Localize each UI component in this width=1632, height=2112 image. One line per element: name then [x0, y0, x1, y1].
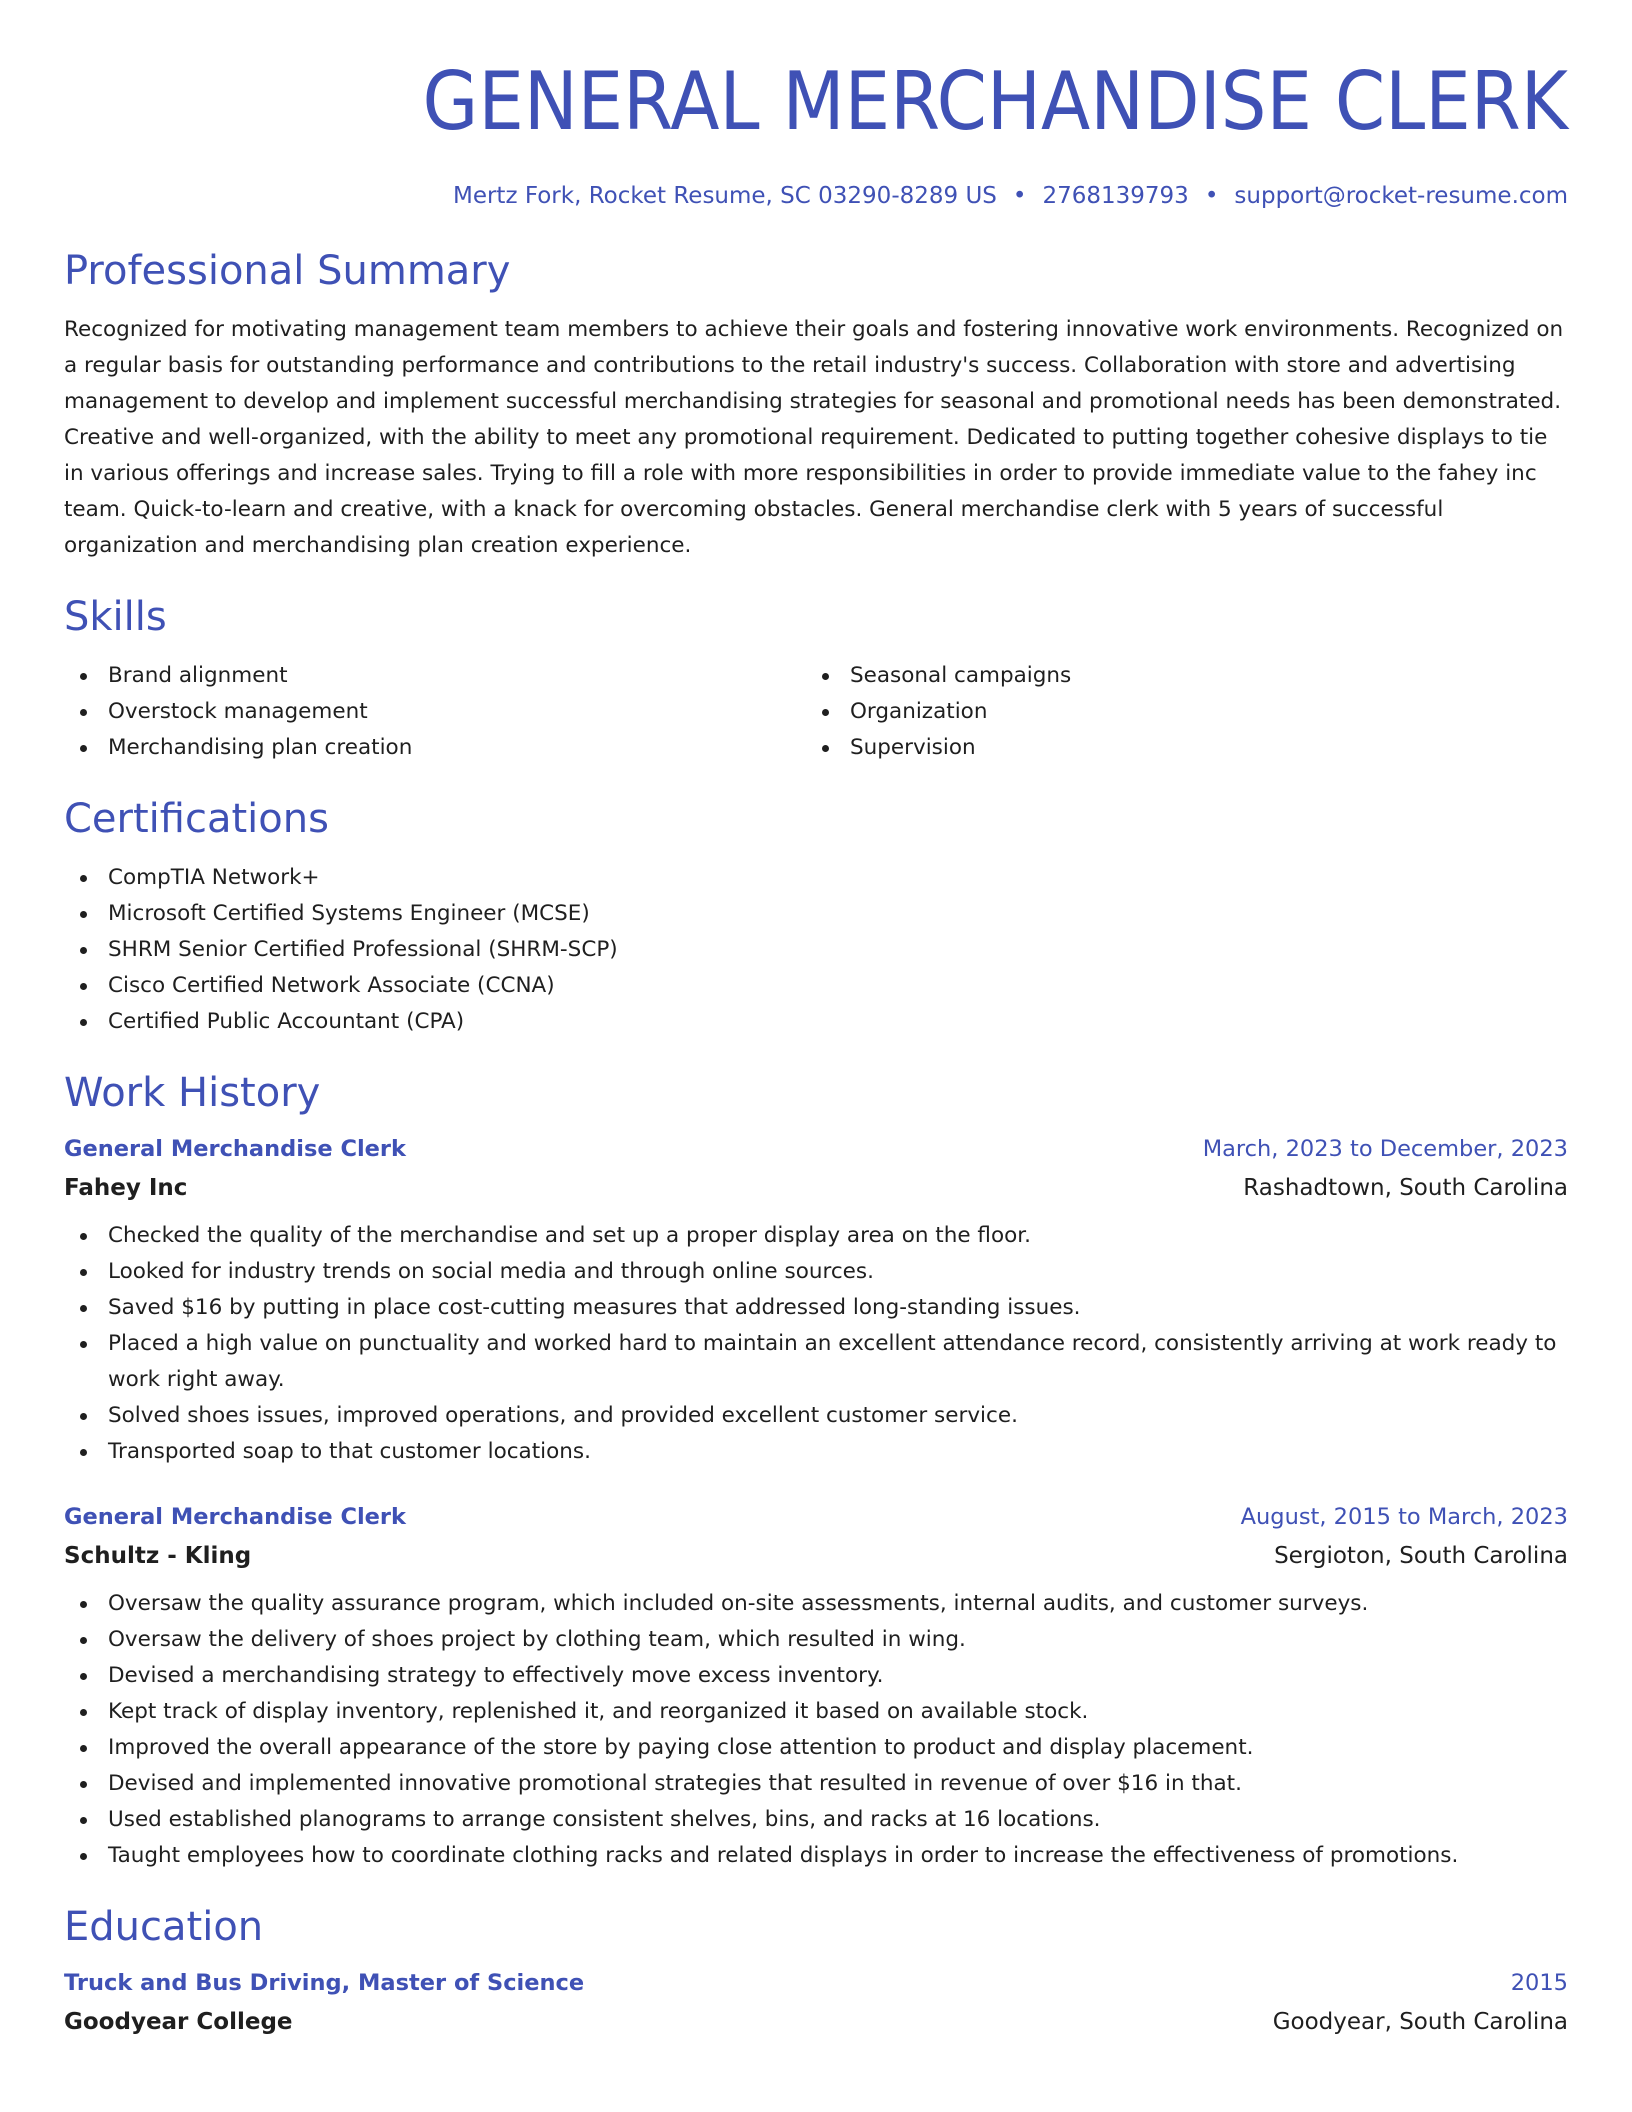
education-degree: Truck and Bus Driving, Master of Science: [64, 1970, 585, 1996]
job-dates: August, 2015 to March, 2023: [1240, 1504, 1568, 1530]
contact-email: support@rocket-resume.com: [1234, 183, 1568, 209]
work-history-heading: Work History: [64, 1070, 321, 1116]
job-subheader: [64, 1168, 1568, 1208]
skill-item: Brand alignment: [64, 658, 806, 694]
education-entry: [64, 1964, 1568, 2042]
job-entry: [64, 1130, 1568, 1470]
job-company: Schultz - Kling: [64, 1543, 252, 1569]
job-duties: [64, 1218, 1568, 1470]
education-year: 2015: [1510, 1970, 1568, 1996]
duty-item: Used established planograms to arrange consistent shelves, bins, and racks at 16 locations.: [64, 1802, 1568, 1838]
job-dates: March, 2023 to December, 2023: [1202, 1136, 1568, 1162]
duty-item: Looked for industry trends on social media and through online sources.: [64, 1254, 1568, 1290]
duty-item: Saved $16 by putting in place cost-cutting measures that addressed long-standing issues.: [64, 1290, 1568, 1326]
education-heading: Education: [64, 1904, 264, 1950]
education-header: [64, 1964, 1568, 2002]
duty-item: Transported soap to that customer locations.: [64, 1434, 1568, 1470]
duty-item: Oversaw the delivery of shoes project by clothing team, which resulted in wing.: [64, 1622, 1568, 1658]
job-entry: [64, 1498, 1568, 1874]
contact-separator: •: [1012, 183, 1027, 209]
skills-list-left: [64, 658, 806, 766]
job-title: General Merchandise Clerk: [64, 1504, 406, 1530]
certification-item: CompTIA Network+: [64, 860, 1568, 896]
duty-item: Oversaw the quality assurance program, which included on-site assessments, internal audits, and customer surveys.: [64, 1586, 1568, 1622]
duty-item: Placed a high value on punctuality and worked hard to maintain an excellent attendance record, consistently arriving at work ready to work right away.: [64, 1326, 1568, 1398]
skill-item: Seasonal campaigns: [806, 658, 1568, 694]
duty-item: Checked the quality of the merchandise and set up a proper display area on the floor.: [64, 1218, 1568, 1254]
education-subheader: [64, 2002, 1568, 2042]
skill-item: Overstock management: [64, 694, 806, 730]
job-location: Rashadtown, South Carolina: [1243, 1175, 1568, 1201]
contact-line: [64, 180, 1568, 212]
duty-item: Kept track of display inventory, replenished it, and reorganized it based on available stock.: [64, 1694, 1568, 1730]
duty-item: Devised and implemented innovative promotional strategies that resulted in revenue of over $16 in that.: [64, 1766, 1568, 1802]
certification-item: SHRM Senior Certified Professional (SHRM-SCP): [64, 932, 1568, 968]
skills-grid: [64, 658, 1568, 766]
duty-item: Devised a merchandising strategy to effectively move excess inventory.: [64, 1658, 1568, 1694]
skills-heading: Skills: [64, 594, 167, 640]
skills-list-right: [806, 658, 1568, 766]
certification-item: Microsoft Certified Systems Engineer (MCSE): [64, 896, 1568, 932]
job-header: [64, 1130, 1568, 1168]
certifications-heading: Certifications: [64, 796, 329, 842]
skill-item: Organization: [806, 694, 1568, 730]
job-location: Sergioton, South Carolina: [1274, 1543, 1568, 1569]
education-section: [64, 1902, 1568, 2042]
job-subheader: [64, 1536, 1568, 1576]
contact-separator: •: [1204, 183, 1219, 209]
summary-heading: Professional Summary: [64, 248, 511, 294]
certifications-list: [64, 860, 1568, 1040]
duty-item: Taught employees how to coordinate clothing racks and related displays in order to increase the effectiveness of promotions.: [64, 1838, 1568, 1874]
job-title: General Merchandise Clerk: [64, 1136, 406, 1162]
certifications-section: [64, 794, 1568, 1040]
job-company: Fahey Inc: [64, 1175, 188, 1201]
certification-item: Cisco Certified Network Associate (CCNA): [64, 968, 1568, 1004]
summary-text: Recognized for motivating management team members to achieve their goals and fostering innovative work environments. Recognized on a regular basis for outstanding performance and contributions to the retail industry's success. Collaboration with store and advertising management to develop and implement successful merchandising strategies for seasonal and promotional needs has been demonstrated. Creative and well-organized, with the ability to meet any promotional requirement. Dedicated to putting together cohesive displays to tie in various offerings and increase sales. Trying to fill a role with more responsibilities in order to provide immediate value to the fahey inc team. Quick-to-learn and creative, with a knack for overcoming obstacles. General merchandise clerk with 5 years of successful organization and merchandising plan creation experience.: [64, 317, 1564, 558]
contact-phone: 2768139793: [1042, 183, 1189, 209]
duty-item: Improved the overall appearance of the store by paying close attention to product and display placement.: [64, 1730, 1568, 1766]
skills-section: [64, 592, 1568, 766]
education-location: Goodyear, South Carolina: [1272, 2009, 1568, 2035]
work-history-section: [64, 1068, 1568, 1874]
duty-item: Solved shoes issues, improved operations, and provided excellent customer service.: [64, 1398, 1568, 1434]
certification-item: Certified Public Accountant (CPA): [64, 1004, 1568, 1040]
skill-item: Merchandising plan creation: [64, 730, 806, 766]
skill-item: Supervision: [806, 730, 1568, 766]
candidate-name: GENERAL MERCHANDISE CLERK: [422, 55, 1568, 148]
contact-address: Mertz Fork, Rocket Resume, SC 03290-8289 US: [452, 183, 997, 209]
job-header: [64, 1498, 1568, 1536]
education-school: Goodyear College: [64, 2009, 293, 2035]
job-duties: [64, 1586, 1568, 1874]
summary-section: [64, 246, 1568, 564]
